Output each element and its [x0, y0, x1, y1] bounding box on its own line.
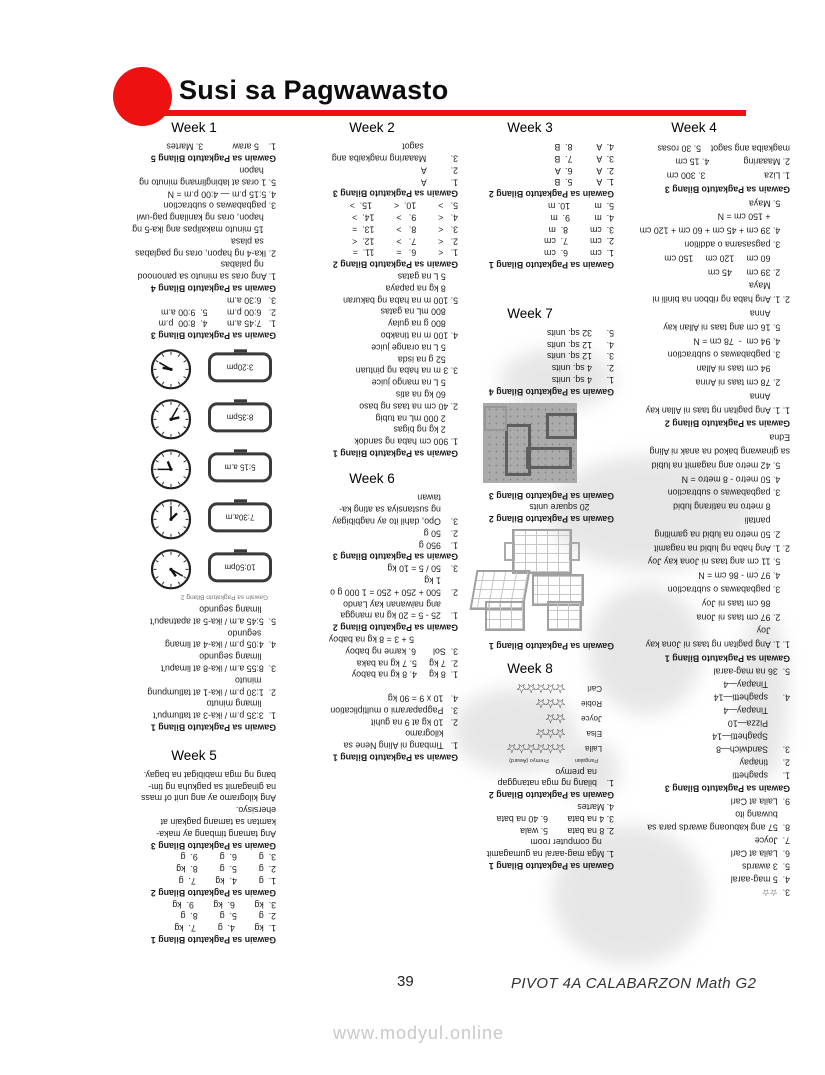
answer-line: Gawain sa Pagkatuto Bilang 1 — [332, 751, 458, 762]
answer-line: 2 000 mL na tubig — [375, 413, 458, 424]
title-underline — [164, 110, 746, 116]
answer-line: 2. 8 na bata 5. wala — [520, 825, 614, 836]
answer-line: 3. 8:55 a.m / ika-8 at limapu't — [160, 663, 276, 674]
answer-line: 2. tinapay — [739, 757, 790, 768]
answer-line: Tinapay—4 — [723, 679, 790, 690]
answer-line: 1. 1. Ang pagitan ng taas ni Jona kay — [645, 639, 790, 650]
answer-line: bang ng mga mabibigat na bagay. — [143, 770, 276, 781]
answer-lines-block — [598, 140, 790, 664]
answer-line: limang segundo — [199, 604, 276, 615]
answer-line: 5 + 3 = 8 kg na baboy — [328, 633, 458, 644]
rotated-answer-block — [112, 768, 276, 945]
answer-line: 2. 6:00 p.m 5. 9:00 a.m — [161, 306, 276, 317]
answer-line: 1. 7:45 a.m 4. 8:00 p.m — [158, 318, 276, 329]
answer-line: 3. cm 8. m — [548, 224, 614, 235]
answer-line: 5 L na orange juice — [371, 342, 458, 353]
answer-line: 4. < 9. > 14. > — [352, 212, 458, 223]
answer-line: 5 L na gatas — [397, 271, 458, 282]
answer-line: Tinapay—4 — [723, 705, 790, 716]
answer-line: 5. 3 awards — [742, 861, 790, 872]
answer-line: 3. pagbabawas o subtraction — [667, 584, 790, 595]
answer-lines-block — [112, 603, 276, 733]
answer-line: 3. kg 6. kg 9. kg — [172, 899, 276, 910]
answer-line: Gawain sa Pagkatuto Bilang 3 — [332, 551, 458, 562]
answer-line: Gawain sa Pagkatuto Bilang 3 — [664, 184, 790, 195]
answer-line: 1. 900 cm haba ng sandok — [354, 436, 458, 447]
answer-line: 2. 1:30 p.m / ika-1 at tatlumpung — [147, 686, 276, 697]
answer-line: hapon — [239, 165, 276, 176]
answer-line: 4. 10 x 9 = 90 kg — [387, 692, 458, 703]
answer-line: 3. Sol 6. karne ng baboy — [345, 645, 458, 656]
answer-line: 1. g 4. kg 7. g — [178, 876, 276, 887]
week-section-week2 — [286, 120, 458, 459]
answer-line: 20 square units — [529, 502, 614, 513]
answer-line: Gawain sa Pagkatuto Bilang 2 — [332, 259, 458, 270]
analog-clock-icon — [150, 344, 192, 391]
answer-line: 2. 78 cm taas ni Anna — [695, 377, 790, 388]
answer-line: 60 cm 120 cm 150 cm — [664, 253, 790, 264]
answer-line: 5. 100 m na haba ng bakuran — [343, 295, 458, 306]
star-table-row — [446, 696, 614, 711]
week-heading-week7: Week 7 — [507, 305, 553, 321]
grid-shape-figure — [547, 601, 582, 631]
answer-line: 5. 16 cm ang taas ni Allan kay — [663, 322, 790, 333]
answer-line: 1. 3:35 p.m / ika-3 at tatlumpu't — [153, 710, 276, 721]
answer-line: 3. g 6. g 9. g — [180, 852, 276, 863]
answer-line: Gawain sa Pagkatuto Bilang 4 — [488, 386, 614, 397]
analog-clock-icon — [150, 394, 192, 441]
answer-line: ng sustansiya sa ating ka- — [339, 504, 458, 515]
answer-line: 5. m 10. m — [548, 200, 614, 211]
analog-clock-icon — [150, 494, 192, 541]
digital-time-label: 7:30a.m — [208, 502, 272, 532]
rotated-answer-block — [286, 491, 458, 762]
answer-line: 4. 5 mag-aaral — [730, 874, 790, 885]
answer-line: 2. 4 sq. units — [551, 362, 614, 373]
answer-line: sa ginawang bakod na anak ni Aling — [649, 446, 790, 457]
answer-line: na premyo — [555, 766, 614, 777]
grid-figure-rectangle — [484, 406, 507, 431]
answer-line: 4. A 8. B — [554, 141, 614, 152]
clock-matching-figure — [112, 344, 276, 601]
answer-lines-block — [446, 489, 614, 524]
answer-line: 7. Joyce — [754, 835, 790, 846]
student-name: Laila — [585, 743, 602, 753]
answer-line: Gawain sa Pagkatuto Bilang 4 — [150, 283, 276, 294]
answer-line: 3. pagbabawas o subtraction — [163, 200, 276, 211]
answer-line: 1. 4 sq. units — [551, 374, 614, 385]
answer-line: ng palabas — [220, 259, 276, 270]
star-table-header-cell: Premyo (Award) — [509, 756, 549, 763]
answer-line: Gawain sa Pagkatuto Bilang 1 — [150, 722, 276, 733]
answer-line: 1. A — [420, 177, 458, 188]
rotated-answer-block — [112, 140, 276, 732]
answer-line: Gawain sa Pagkatuto Bilang 3 — [150, 330, 276, 341]
week-heading-week5: Week 5 — [171, 748, 217, 764]
answer-line: 1. Ang oras sa minuto sa panonood — [137, 271, 276, 282]
answer-line: 60 kg na atis — [395, 389, 458, 400]
answer-line: 5. 36 na mag-aaral — [713, 666, 790, 677]
answer-lines-block — [286, 491, 458, 762]
answer-lines-block — [446, 140, 614, 270]
answer-line: Gawain sa Pagkatuto Bilang 1 — [488, 259, 614, 270]
star-table-row — [446, 681, 614, 696]
rotated-answer-block — [286, 140, 458, 459]
answer-line: 4. m 9. m — [550, 212, 614, 223]
star-pictograph-table — [446, 681, 614, 763]
answer-line: 5. 5:45 a.m / ika-5 at apatnapu't — [150, 616, 276, 627]
digital-time-label: 5:15 a.m — [208, 452, 272, 482]
answer-line: 8 metro na natirang lubid — [673, 501, 790, 512]
clock-match-row — [112, 494, 272, 541]
week-heading-week2: Week 2 — [349, 120, 395, 135]
book-title: PIVOT 4A CALABARZON Math G2 — [511, 975, 757, 992]
shaded-grid-with-rectangles — [483, 403, 577, 483]
answer-line: 2. g 5. g 8. kg — [176, 864, 276, 875]
page-number: 39 — [397, 973, 414, 990]
website-watermark: www.modyul.online — [333, 1023, 505, 1043]
answer-line: 1. < 6. = 11. = — [352, 247, 458, 258]
rotated-answer-block — [446, 681, 614, 871]
shape-flap — [504, 541, 515, 560]
answer-line: 2. 50 g — [423, 527, 458, 538]
star-table-row — [446, 711, 614, 726]
answer-column-3 — [446, 118, 614, 871]
answer-line: 3. Sandwich—8 — [716, 744, 790, 755]
answer-line: 1. spaghetti — [732, 770, 790, 781]
answer-line: ang naiwanan kay Lando — [343, 598, 458, 609]
answer-line: Anna — [749, 308, 790, 319]
answer-line: 5. 32 sq. units — [547, 327, 614, 338]
answer-line: 5. 42 metro ang nagamit na lubid — [651, 460, 790, 471]
answer-line: Gawain sa Pagkatuto Bilang 2 — [488, 513, 614, 524]
clock-match-row — [112, 444, 272, 491]
answer-line: 4. 5:15 p.m — 4:00 p.m = N — [167, 188, 276, 199]
answer-line: 3. Maaaring magkaiba ang — [331, 153, 458, 164]
star-rating: ☆☆☆☆☆☆ — [508, 740, 566, 756]
answer-line: 2. 10 kg at 9 na guhit — [370, 716, 458, 727]
star-rating: ☆☆ — [546, 710, 566, 726]
week-section-week4 — [598, 120, 790, 898]
answer-line: 1. kg 4. g 7. kg — [174, 923, 276, 934]
star-table-header — [446, 757, 614, 763]
answer-line: 2. cm 7. cm — [544, 236, 614, 247]
analog-clock-icon — [150, 444, 192, 491]
answer-line: magkaiba ang sagot 5. 30 rosas — [657, 142, 790, 153]
analog-clock-icon — [150, 544, 192, 591]
answer-line: 2. 1. Ang haba ng ribbon na binili ni — [652, 294, 790, 305]
answer-line: Gawain sa Pagkatuto Bilang 3 — [488, 490, 614, 501]
answer-lines-block — [446, 765, 614, 871]
answer-line: 1. Liza 3. 300 cm — [666, 170, 790, 181]
answer-lines-block — [112, 768, 276, 945]
answer-line: Gawain sa Pagkatuto Bilang 2 — [488, 188, 614, 199]
answer-line: 1 kg — [424, 574, 458, 585]
answer-line: limang segundo — [199, 651, 276, 662]
answer-line: Joy — [756, 625, 790, 636]
answer-line: 9. Laila at Carl — [730, 796, 790, 807]
answer-line: 3. 50 / 5 = 10 kg — [387, 563, 458, 574]
answer-line: ehersisyo. — [235, 805, 276, 816]
answer-line: 5. Maya — [748, 197, 790, 208]
answer-line: 5. 11 cm ang taas ni Jona kay Joy — [647, 556, 790, 567]
answer-lines-block — [598, 664, 790, 898]
answer-line: na ginagamit sa pagkuha ng tim- — [148, 781, 276, 792]
answer-line: Maya — [748, 280, 790, 291]
shape-flap — [569, 541, 580, 560]
grid-shape-figure — [485, 601, 525, 631]
answer-line: Gawain sa Pagkatuto Bilang 1 — [488, 860, 614, 871]
week-heading-week1: Week 1 — [171, 120, 217, 135]
answer-line: 1. 8 kg 4. 8 kg na baboy — [351, 669, 458, 680]
week-section-week6 — [286, 471, 458, 762]
clock-match-row — [112, 394, 272, 441]
digital-time-label: 3:20pm — [208, 352, 272, 382]
grid-figure-rectangle — [526, 447, 572, 469]
digital-time-label: 8:35pm — [208, 402, 272, 432]
answer-line: Spaghetti—14 — [712, 731, 790, 742]
answer-line: 2. < 7. > 12. < — [352, 236, 458, 247]
answer-line: 5 L na mango juice — [371, 377, 458, 388]
star-table-header-cell: Pangalan — [574, 756, 598, 763]
answer-line: 3. 6:30 a.m — [227, 295, 276, 306]
answer-line: Anna — [749, 391, 790, 402]
answer-line: 3. Pagpaparami o multiplication — [330, 704, 458, 715]
answer-line: 8. 57 ang kabuoang awards para sa — [647, 822, 790, 833]
week-heading-week3: Week 3 — [507, 120, 553, 135]
student-name: Robie — [581, 698, 602, 708]
answer-line: 2. A — [420, 165, 458, 176]
star-rating: ☆☆☆ — [537, 725, 566, 741]
answer-line: tawan — [417, 492, 458, 503]
answer-line: 8 kg na papaya — [385, 283, 458, 294]
answer-lines-block — [446, 639, 614, 651]
answer-column-4 — [598, 118, 790, 898]
answer-line: 1. 1. Ang pagitan ng taas ni Allan kay — [645, 404, 790, 415]
answer-line: Gawain sa Pagkatuto Bilang 2 — [332, 622, 458, 633]
answer-line: 2 kg ng bigas — [393, 424, 458, 435]
week-section-week8 — [446, 661, 614, 871]
answer-line: 4. 12 sq. units — [547, 339, 614, 350]
clock-match-row — [112, 544, 272, 591]
answer-line: kilogramo — [405, 728, 458, 739]
answer-line: Gawain sa Pagkatuto Bilang 3 — [150, 840, 276, 851]
answer-line: Gawain sa Pagkatuto Bilang 1 — [488, 640, 614, 651]
answer-line: sagot — [402, 141, 458, 152]
answer-line: Gawain sa Pagkatuto Bilang 5 — [150, 153, 276, 164]
answer-line: 94 cm taas ni Allan — [696, 363, 790, 374]
answer-line: 4. 94 cm - 78 cm = N — [693, 335, 790, 346]
answer-line: + 150 cm = N — [717, 211, 790, 222]
answer-line: hapon, oras ng kanilang pag-uwi — [136, 212, 276, 223]
answer-line: 52 g na isda — [397, 354, 458, 365]
answer-line: 4. 4:05 p.m / ika-4 at limang — [165, 639, 276, 650]
answer-column-1 — [112, 118, 276, 945]
answer-line: Gawain sa Pagkatuto Bilang 2 — [488, 790, 614, 801]
answer-line: 3. ☆☆ — [762, 887, 790, 898]
answer-line: 3. 4 na bata 6. 40 na bata — [496, 813, 614, 824]
grid-shape-figure — [512, 529, 572, 574]
answer-line: Gawain sa Pagkatuto Bilang 3 — [332, 188, 458, 199]
week-heading-week8: Week 8 — [507, 660, 553, 676]
clock-match-row — [112, 344, 272, 391]
answer-line: 3. A 7. B — [554, 153, 614, 164]
answer-line: 3. 3 m na haba ng pintuan — [355, 365, 458, 376]
answer-line: ng computer room — [530, 837, 614, 848]
answer-line: buwang ito — [735, 809, 790, 820]
answer-line: 800 g na gulay — [388, 318, 458, 329]
rotated-answer-block — [598, 140, 790, 898]
answer-line: Gawain sa Pagkatuto Bilang 1 — [664, 653, 790, 664]
student-name: Carl — [587, 683, 602, 693]
student-name: Elsa — [586, 728, 602, 738]
week-section-week5 — [112, 748, 276, 945]
answer-line: Edna — [769, 432, 790, 443]
answer-lines-block — [286, 140, 458, 459]
answer-line: kamtan sa tamang pagkain at — [160, 817, 276, 828]
answer-line: 3. pagbabawas o subtraction — [667, 487, 790, 498]
answer-line: 2. 40 cm na taas ng baso — [359, 401, 458, 412]
answer-line: 2. 97 cm taas ni Jona — [696, 611, 790, 622]
star-rating: ☆☆☆ — [537, 695, 566, 711]
week-heading-week4: Week 4 — [671, 120, 717, 135]
answer-line: 86 cm taas ni Joy — [701, 598, 790, 609]
week-heading-week6: Week 6 — [349, 470, 395, 486]
star-table-row — [446, 741, 614, 756]
answer-line: 3. Opo, dahil ito ay nagbibigay — [332, 515, 458, 526]
answer-line: 1. Mga mag-aaral na gumagamit — [486, 849, 614, 860]
grid-figure-rectangle — [546, 413, 577, 439]
answer-line: 6. Laila at Carl — [730, 848, 790, 859]
answer-line: 3. pagsasama o addition — [684, 239, 790, 250]
answer-line: sa plasa — [231, 236, 276, 247]
answer-line: 2. A 6. A — [554, 165, 614, 176]
answer-line: Gawain sa Pagkatuto Bilang 1 — [150, 935, 276, 946]
answer-line: Gawain sa Pagkatuto Bilang 2 — [150, 888, 276, 899]
rotated-answer-block — [446, 140, 614, 270]
digital-time-label: 10:50pm — [208, 552, 272, 582]
week-section-week7 — [446, 306, 614, 651]
answer-column-2 — [286, 118, 458, 762]
answer-line: 2. Ika-4 ng hapon, oras ng paglabas — [135, 247, 276, 258]
answer-line: 3. < 8. > 13. = — [352, 224, 458, 235]
answer-line: 1. cm 6. cm — [544, 247, 614, 258]
answer-line — [286, 679, 458, 691]
answer-line: 2. 39 cm 45 cm — [707, 266, 790, 277]
answer-line: 2. g 5. g 8. g — [180, 911, 276, 922]
answer-line: 3. 12 sq. units — [547, 351, 614, 362]
answer-line: 4. spaghetti—14 — [713, 692, 790, 703]
answer-line: 2. 7 kg 5. 7 kg na baka — [356, 657, 458, 668]
answer-line: pantali — [744, 515, 790, 526]
answer-line: 1. Timbang ni Aling Nene sa — [343, 740, 458, 751]
answer-line: 1. 950 g — [418, 539, 458, 550]
clock-figure-caption: Gawain sa Pagkatuto Bilang 2 — [180, 593, 268, 601]
answer-line: 4. Martes — [577, 801, 614, 812]
answer-line: 5. 1 oras at labinglimang minuto ng — [139, 177, 276, 188]
answer-line: Pizza—10 — [727, 718, 790, 729]
star-rating: ☆☆☆☆☆ — [517, 680, 566, 696]
answer-line: 1. 5 araw 3. Martes — [166, 141, 276, 152]
answer-line: 1. bilang ng mga natanggap — [497, 778, 614, 789]
answer-lines-block — [112, 140, 276, 341]
answer-line: 4. 50 metro - 8 metro = N — [681, 473, 790, 484]
answer-line: limang minuto — [206, 698, 276, 709]
answer-line: 15 minuto makalipas ang ika-5 ng — [132, 224, 276, 235]
answer-line: 4. 97 cm - 86 cm = N — [698, 570, 790, 581]
answer-line: segundo — [227, 627, 276, 638]
answer-lines-block — [446, 326, 614, 397]
answer-line: Gawain sa Pagkatuto Bilang 1 — [332, 448, 458, 459]
answer-line: 2. 50 metro na lubid na gamiting — [654, 529, 790, 540]
answer-line: 3. pagbabawas o subtraction — [667, 349, 790, 360]
answer-line: Gawain sa Pagkatuto Bilang 3 — [664, 783, 790, 794]
student-name: Joyce — [581, 713, 602, 723]
answer-line: minuto — [234, 675, 276, 686]
answer-line: 1. 25 - 5 = 20 kg na mangga — [340, 610, 458, 621]
answer-line: 4. 100 m na tinakbo — [380, 330, 458, 341]
sketched-grid-shapes — [471, 528, 589, 634]
answer-line: Ang kilogramo ay ang unit of mass — [141, 793, 276, 804]
answer-line: 2. 1. Ang haba ng lubid na nagamit — [654, 542, 790, 553]
rotated-answer-block — [446, 326, 614, 651]
answer-line: 2. Maaaring 4. 15 cm — [675, 156, 790, 167]
answer-line: 2. 500 + 250 + 250 = 1 000 g o — [330, 586, 458, 597]
week-section-week3 — [446, 120, 614, 270]
answer-line: 4. 39 cm + 45 cm + 60 cm + 120 cm — [639, 225, 790, 236]
star-table-row — [446, 726, 614, 741]
answer-line: Ang tamang timbang ay maka- — [156, 829, 276, 840]
answer-line: 5. > 10. < 15. > — [349, 200, 458, 211]
answer-line: 1. A 5. B — [554, 177, 614, 188]
answer-line: 800 mL na gatas — [380, 306, 458, 317]
page-title: Susi sa Pagwawasto — [179, 75, 449, 105]
week-section-week1 — [112, 120, 276, 732]
answer-line: Gawain sa Pagkatuto Bilang 2 — [664, 418, 790, 429]
